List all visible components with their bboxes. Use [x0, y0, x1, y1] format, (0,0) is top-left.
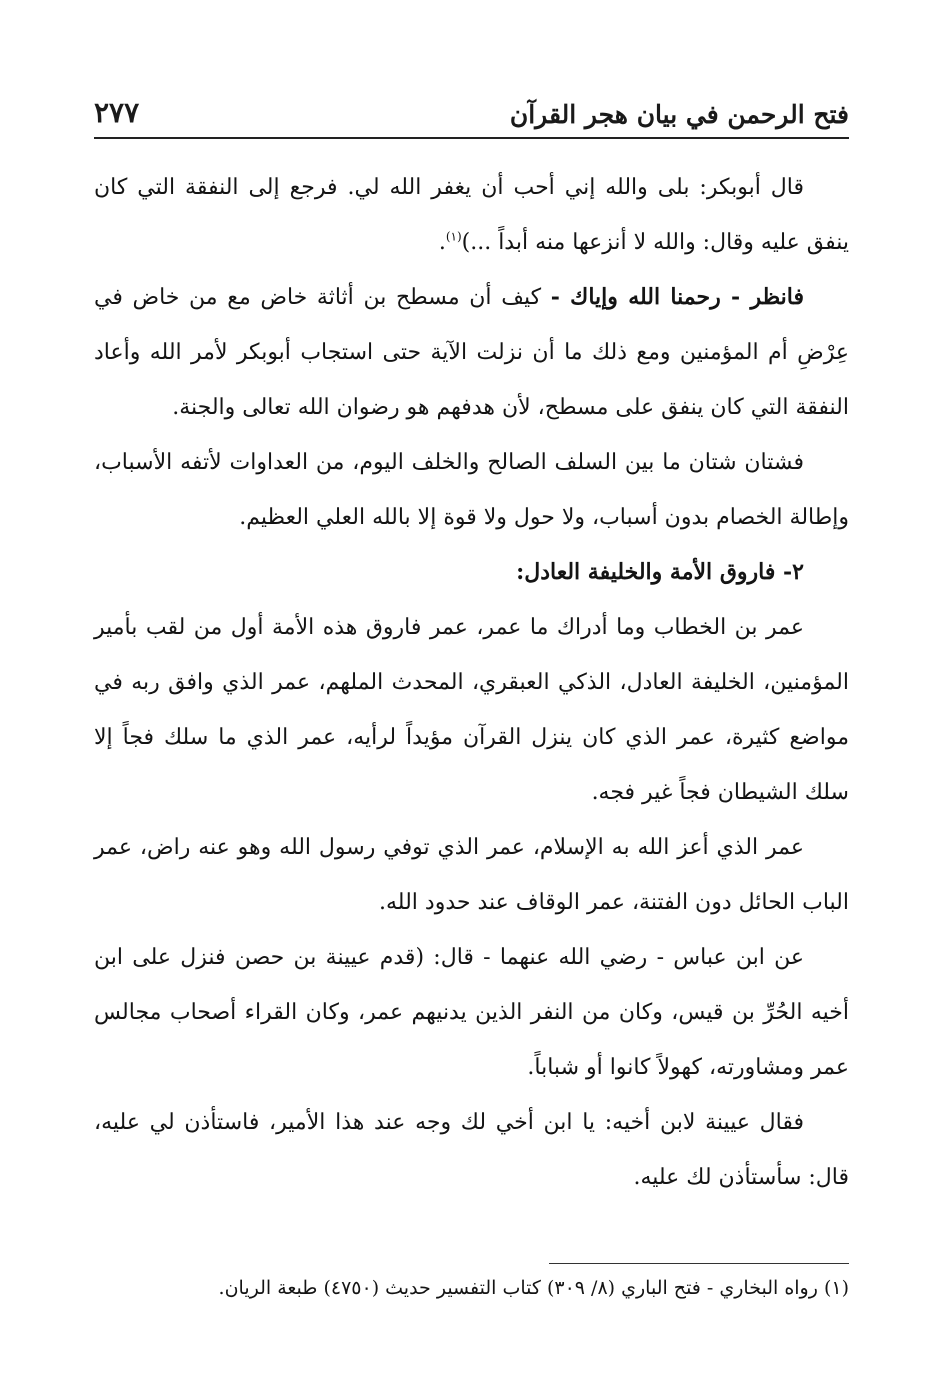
running-title: فتح الرحمن في بيان هجر القرآن — [509, 100, 849, 129]
footnote-divider — [549, 1263, 849, 1264]
page-header — [94, 85, 849, 129]
paragraph-4: عمر بن الخطاب وما أدراك ما عمر، عمر فاروق هذه الأمة أول من لقب بأمير المؤمنين، الخليفة العادل، الذكي العبقري، المحدث الملهم، عمر الذي وافق ربه في مواضع كثيرة، عمر الذي كان ينزل القرآن مؤيداً لرأيه، عمر الذي ما سلك فجاً إلا سلك الشيطان فجاً غير فجه. — [94, 615, 849, 805]
paragraph-2-text: كيف أن مسطح بن أثاثة خاض مع من خاض في عِرْضِ أم المؤمنين ومع ذلك ما أن نزلت الآية حتى استجاب أبوبكر لأمر الله وأعاد النفقة التي كان ينفق على مسطح، لأن هدفهم هو رضوان الله تعالى والجنة. — [94, 285, 849, 420]
paragraph-2-lead: فانظر - رحمنا الله وإياك - — [550, 284, 804, 310]
paragraph-3: فشتان شتان ما بين السلف الصالح والخلف اليوم، من العداوات لأتفه الأسباب، وإطالة الخصام بدون أسباب، ولا حول ولا قوة إلا بالله العلي العظيم. — [94, 450, 849, 530]
footnote: (١) رواه البخاري - فتح الباري (٨/ ٣٠٩) كتاب التفسير حديث (٤٧٥٠) طبعة الريان. — [218, 1277, 849, 1299]
paragraph-1-text: قال أبوبكر: بلى والله إني أحب أن يغفر الله لي. فرجع إلى النفقة التي كان ينفق عليه وقال: والله لا أنزعها منه أبداً ...) — [94, 175, 849, 255]
paragraph-6: عن ابن عباس - رضي الله عنهما - قال: (قدم عيينة بن حصن فنزل على ابن أخيه الحُرِّ بن قيس، وكان من النفر الذين يدنيهم عمر، وكان القراء أصحاب مجالس عمر ومشاورته، كهولاً كانوا أو شباباً. — [94, 945, 849, 1080]
header-divider — [94, 137, 849, 139]
section-heading: ٢- فاروق الأمة والخليفة العادل: — [516, 559, 804, 585]
footnote-ref: (١) — [445, 229, 462, 244]
paragraph-1 — [94, 160, 849, 270]
paragraph-1-end: . — [438, 230, 446, 255]
page-number: ٢٧٧ — [94, 96, 140, 129]
paragraph-2 — [94, 270, 849, 435]
main-text — [94, 160, 849, 1205]
paragraph-5: عمر الذي أعز الله به الإسلام، عمر الذي توفي رسول الله وهو عنه راض، عمر الباب الحائل دون الفتنة، عمر الوقاف عند حدود الله. — [94, 835, 849, 915]
paragraph-7: فقال عيينة لابن أخيه: يا ابن أخي لك وجه عند هذا الأمير، فاستأذن لي عليه، قال: سأستأذن لك عليه. — [94, 1110, 849, 1190]
